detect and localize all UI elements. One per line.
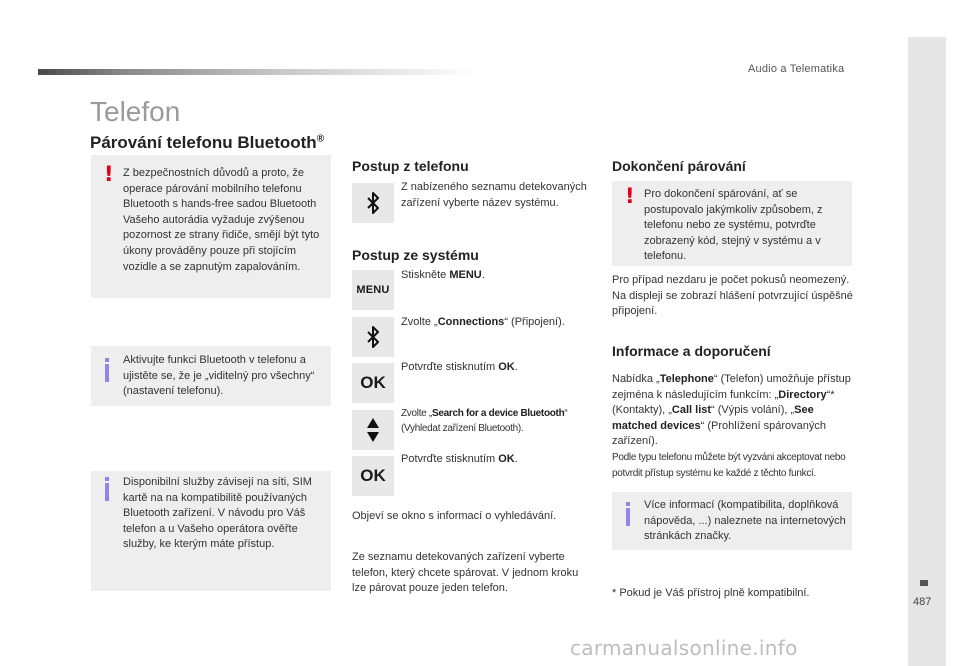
watermark: carmanualsonline.info <box>570 636 798 660</box>
ok-key-2 <box>352 456 394 496</box>
step-confirm-ok-2-post: . <box>514 453 518 465</box>
offer-directory: Directory <box>778 388 827 401</box>
info-recommendations-heading: Informace a doporučení <box>612 343 771 359</box>
search-window-text: Objeví se okno s informací o vyhledávání. <box>352 510 557 522</box>
services-info-text: Disponibilní služby závisejí na síti, SIM kartě na na kompatibilitě používaných Bluetooth zařízení. V návodu pro Váš telefon a u Vašeho operátora ověřte služby, ke kterým máte přístup. <box>123 476 312 551</box>
step-confirm-ok-1 <box>401 360 597 376</box>
offer-part-3: “* (Kontakty), „ <box>612 388 835 417</box>
menu-key <box>352 270 394 310</box>
section-title-text: Párování telefonu Bluetooth <box>90 133 317 152</box>
arrow-keys <box>352 410 394 450</box>
bluetooth-activation-info-box <box>91 346 331 406</box>
bluetooth-icon <box>366 325 380 349</box>
offer-see-matched: See matched devices <box>612 404 814 432</box>
page-title: Telefon <box>90 96 181 127</box>
step-confirm-ok-2-pre: Potvrďte stisknutím <box>401 453 499 465</box>
arrow-up-icon <box>367 418 379 428</box>
telephone-menu-text <box>612 372 852 481</box>
from-phone-heading: Postup z telefonu <box>352 158 469 174</box>
page-number: 487 <box>913 596 932 608</box>
finish-pairing-heading: Dokončení párování <box>612 158 746 174</box>
bluetooth-icon <box>366 191 380 215</box>
info-i-icon <box>105 483 109 501</box>
step-confirm-ok-1-post: . <box>514 361 518 373</box>
step-search-device-pre: Zvolte „ <box>401 408 432 419</box>
footnote: * Pokud je Váš přístroj plně kompatibilní. <box>612 587 810 599</box>
step-select-connections-item: Connections <box>437 316 505 328</box>
step-confirm-ok-1-pre: Potvrďte stisknutím <box>401 361 499 373</box>
arrow-down-icon <box>367 432 379 442</box>
more-info-text: Více informací (kompatibilita, doplňková nápověda, ...) naleznete na internetových stránkách značky. <box>644 499 846 543</box>
finish-pairing-warning-box <box>612 181 852 266</box>
ok-key-label: OK <box>360 466 386 485</box>
step-select-connections <box>401 315 597 331</box>
section-title <box>90 133 324 153</box>
offer-part-5: “ (Prohlížení spárovaných zařízení). <box>612 419 826 448</box>
step-press-menu-post: . <box>481 269 485 281</box>
info-i-icon <box>105 364 109 382</box>
registered-mark: ® <box>316 133 325 145</box>
step-press-menu <box>401 268 597 284</box>
page-sidebar <box>908 37 946 666</box>
failure-text: Pro případ nezdaru je počet pokusů neomezený. Na displeji se zobrazí hlášení potvrzující úspěšné připojení. <box>612 274 853 318</box>
ok-key-1 <box>352 363 394 403</box>
menu-key-label: MENU <box>356 284 390 296</box>
safety-warning-text: Z bezpečnostních důvodů a proto, že operace párování mobilního telefonu Bluetooth s hands-free sadou Bluetooth Vašeho autorádia vyžaduje zvýšenou pozornost ze strany řidiče, smějí být tyto úkony prováděny pouze při stojícím vozidle a se zapnutým zapalováním. <box>123 167 320 273</box>
offer-part-2: “ (Telefon) umožňuje přístup zejména k následujícím funkcím: „ <box>612 373 851 401</box>
warning-exclamation-icon: ! <box>104 162 114 186</box>
offer-call-list: Call list <box>671 404 712 417</box>
page-number-marker <box>920 580 928 586</box>
step-select-connections-pre: Zvolte „ <box>401 316 438 328</box>
step-confirm-ok-2 <box>401 452 597 468</box>
info-i-icon <box>626 508 630 526</box>
select-phone-text: Ze seznamu detekovaných zařízení vyberte telefon, který chcete spárovat. V jednom kroku lze párovat pouze jeden telefon. <box>352 551 579 595</box>
offer-part-1: Nabídka „ <box>612 373 660 385</box>
header-chapter-label: Audio a Telematika <box>748 63 845 75</box>
ok-key-label: OK <box>360 373 386 392</box>
up-down-arrows <box>367 418 379 442</box>
more-info-box <box>612 492 852 550</box>
step-search-device-item: Search for a device Bluetooth <box>431 408 565 419</box>
from-phone-text: Z nabízeného seznamu detekovaných zařízení vyberte název systému. <box>401 181 587 209</box>
step-search-device <box>401 406 597 436</box>
warning-exclamation-icon: ! <box>625 184 635 208</box>
step-search-device-post: “ (Vyhledat zařízení Bluetooth). <box>401 408 568 434</box>
offer-telephone: Telephone <box>659 373 714 385</box>
bluetooth-activation-text: Aktivujte funkci Bluetooth v telefonu a ujistěte se, že je „viditelný pro všechny“ (nastavení telefonu). <box>123 354 315 398</box>
bluetooth-key-system <box>352 317 394 357</box>
services-info-box <box>91 471 331 591</box>
step-confirm-ok-2-key: OK <box>498 453 515 465</box>
step-press-menu-pre: Stiskněte <box>401 269 450 281</box>
step-select-connections-post: “ (Připojení). <box>504 316 565 328</box>
offer-part-4: “ (Výpis volání), „ <box>711 404 795 417</box>
safety-warning-box <box>91 155 331 298</box>
step-confirm-ok-1-key: OK <box>498 361 515 373</box>
finish-pairing-warning-text: Pro dokončení spárování, ať se postupovalo jakýmkoliv způsobem, z telefonu nebo ze systému, potvrďte zobrazený kód, stejný v systému a v telefonu. <box>644 188 823 263</box>
from-system-heading: Postup ze systému <box>352 247 479 263</box>
header-gradient-bar <box>38 69 478 75</box>
bluetooth-key-phone <box>352 183 394 223</box>
access-confirm-text: Podle typu telefonu můžete být vyzváni akceptovat nebo potvrdit přístup systému ke každé z těchto funkcí. <box>612 451 846 479</box>
step-press-menu-key: MENU <box>449 269 482 281</box>
